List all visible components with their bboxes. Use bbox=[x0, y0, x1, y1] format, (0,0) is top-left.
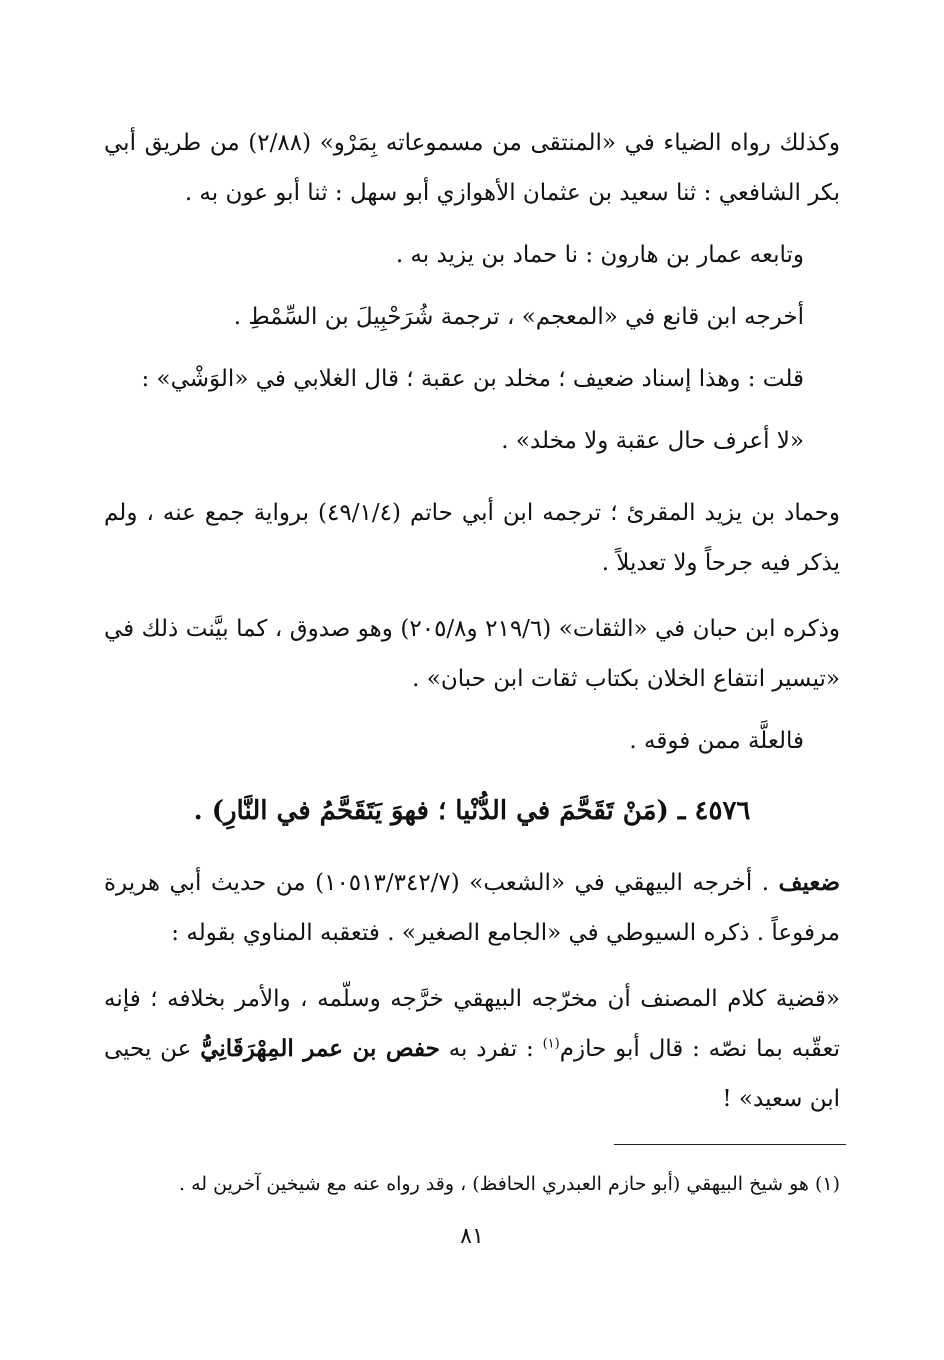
footnote-divider bbox=[614, 1144, 846, 1145]
paragraph-grading bbox=[104, 858, 840, 958]
quote-part1: «قضية كلام المصنف أن مخرّجه البيهقي خرَّجه وسلّمه ، والأمر بخلافه ؛ فإنه تعقّبه بما نصّه : قال أبو حازم bbox=[104, 986, 841, 1062]
paragraph-ammar-follow-up: وتابعه عمار بن هارون : نا حماد بن يزيد به . bbox=[395, 242, 804, 268]
footnote-reference[interactable]: (١) bbox=[542, 1036, 560, 1052]
quote-part2: : تفرد به bbox=[448, 1036, 534, 1062]
footnote-text: (١) هو شيخ البيهقي (أبو حازم العبدري الحافظ) ، وقد رواه عنه مع شيخين آخرين له . bbox=[179, 1173, 840, 1195]
narrator-name: حفص بن عمر المِهْرَقَانِيُّ bbox=[200, 1035, 440, 1062]
grading-label: ضعيف bbox=[778, 869, 841, 896]
paragraph-hammad: وحماد بن يزيد المقرئ ؛ ترجمه ابن أبي حاتم (٤٩/١/٤) برواية جمع عنه ، ولم يذكر فيه جرحاً ولا تعديلاً . bbox=[104, 500, 840, 576]
paragraph-diya-narration: وكذلك رواه الضياء في «المنتقى من مسموعاته بِمَرْو» (٢/٨٨) من طريق أبي بكر الشافعي : ثنا سعيد بن عثمان الأهوازي أبو سهل : ثنا أبو عون به . bbox=[104, 130, 840, 206]
paragraph-munawi-quote bbox=[104, 974, 840, 1124]
paragraph-weak-chain: قلت : وهذا إسناد ضعيف ؛ مخلد بن عقبة ؛ قال الغلابي في «الوَشْي» : bbox=[141, 366, 804, 392]
paragraph-ghallabi-quote: «لا أعرف حال عقبة ولا مخلد» . bbox=[501, 428, 804, 454]
hadith-heading: ٤٥٧٦ ـ (مَنْ تَقَحَّمَ في الدُّنْيا ؛ فهوَ يَتَقَحَّمُ في النَّارِ) . bbox=[193, 796, 751, 826]
grading-text: . أخرجه البيهقي في «الشعب» (١٠٥١٣/٣٤٢/٧) من حديث أبي هريرة مرفوعاً . ذكره السيوطي في «الجامع الصغير» . فتعقبه المناوي بقوله : bbox=[104, 870, 840, 946]
paragraph-ibn-qani: أخرجه ابن قانع في «المعجم» ، ترجمة شُرَحْبِيلَ بن السِّمْطِ . bbox=[233, 304, 804, 330]
paragraph-ibn-hibban: وذكره ابن حبان في «الثقات» (٢١٩/٦ و٢٠٥/٨) وهو صدوق ، كما بيَّنت ذلك في «تيسير انتفاع الخلان بكتاب ثقات ابن حبان» . bbox=[104, 616, 841, 692]
page-number: ٨١ bbox=[460, 1224, 484, 1249]
paragraph-conclusion: فالعلَّة ممن فوقه . bbox=[629, 728, 804, 754]
quote-part3: عن يحيى ابن سعيد» ! bbox=[104, 1036, 840, 1112]
